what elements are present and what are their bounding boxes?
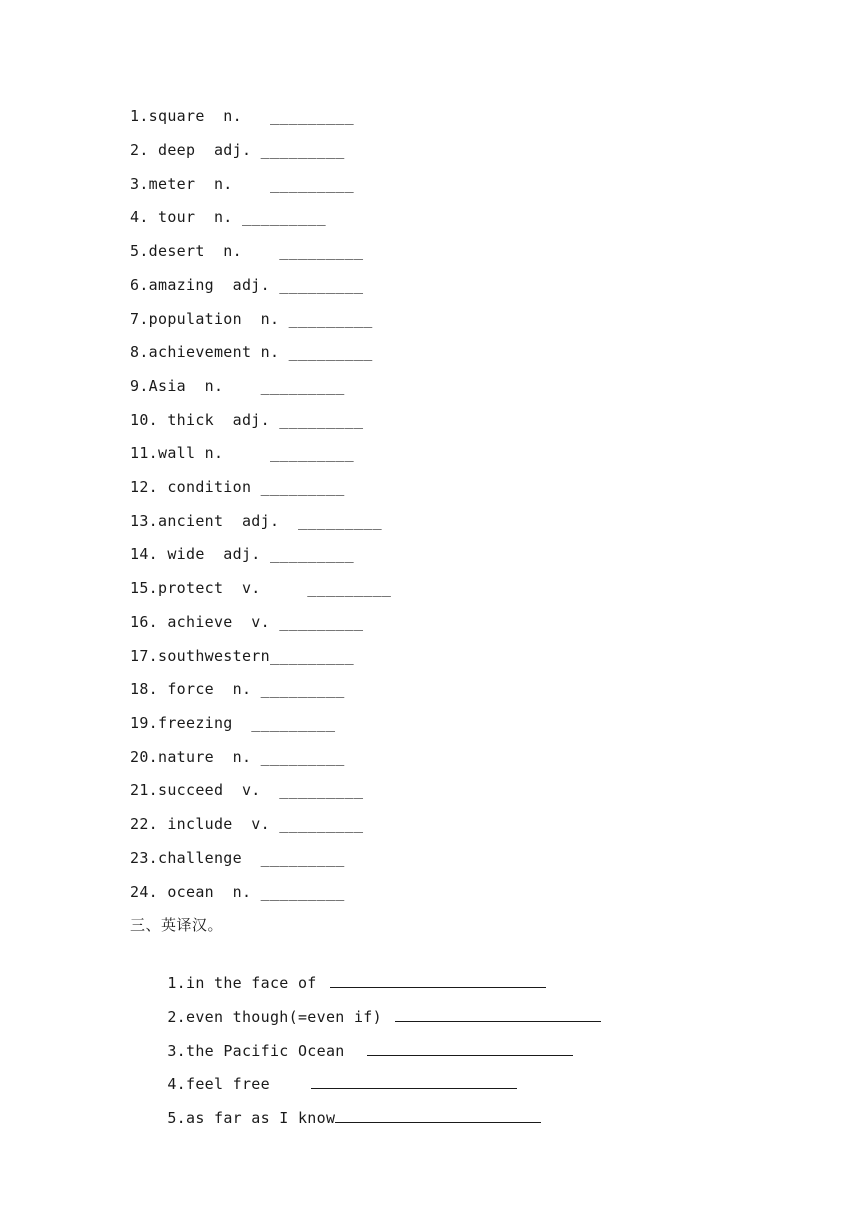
vocab-item: 3.meter n. _________ (130, 175, 354, 193)
vocab-item: 17.southwestern_________ (130, 647, 354, 665)
vocab-item: 20.nature n. _________ (130, 748, 345, 766)
vocab-item: 24. ocean n. _________ (130, 883, 345, 901)
vocab-item: 15.protect v. _________ (130, 579, 392, 597)
phrase-text: 1.in the face of (167, 974, 326, 992)
vocab-item: 8.achievement n. _________ (130, 343, 373, 361)
phrase-item (130, 1082, 541, 1127)
vocab-item: 2. deep adj. _________ (130, 141, 345, 159)
answer-blank[interactable] (335, 1108, 541, 1123)
vocab-item: 14. wide adj. _________ (130, 545, 354, 563)
vocab-item: 23.challenge _________ (130, 849, 345, 867)
phrase-text: 3.the Pacific Ocean (167, 1042, 364, 1060)
vocab-item: 4. tour n. _________ (130, 208, 326, 226)
vocab-item: 7.population n. _________ (130, 310, 373, 328)
phrase-text: 5.as far as I know (167, 1109, 336, 1127)
phrase-item (130, 947, 546, 992)
phrase-text: 4.feel free (167, 1075, 308, 1093)
vocab-item: 13.ancient adj. _________ (130, 512, 382, 530)
vocab-item: 22. include v. _________ (130, 815, 364, 833)
vocab-item: 12. condition _________ (130, 478, 345, 496)
phrase-item (130, 1048, 517, 1093)
phrase-text: 2.even though(=even if) (167, 1008, 392, 1026)
section-heading: 三、英译汉。 (130, 916, 224, 934)
vocab-item: 5.desert n. _________ (130, 242, 364, 260)
vocab-item: 18. force n. _________ (130, 680, 345, 698)
vocab-item: 21.succeed v. _________ (130, 781, 364, 799)
vocab-item: 16. achieve v. _________ (130, 613, 364, 631)
vocab-item: 9.Asia n. _________ (130, 377, 345, 395)
vocab-item: 10. thick adj. _________ (130, 411, 364, 429)
phrase-item (130, 981, 601, 1026)
vocab-item: 19.freezing _________ (130, 714, 336, 732)
phrase-item (130, 1015, 573, 1060)
vocab-item: 6.amazing adj. _________ (130, 276, 364, 294)
vocab-item: 1.square n. _________ (130, 107, 354, 125)
vocab-item: 11.wall n. _________ (130, 444, 354, 462)
